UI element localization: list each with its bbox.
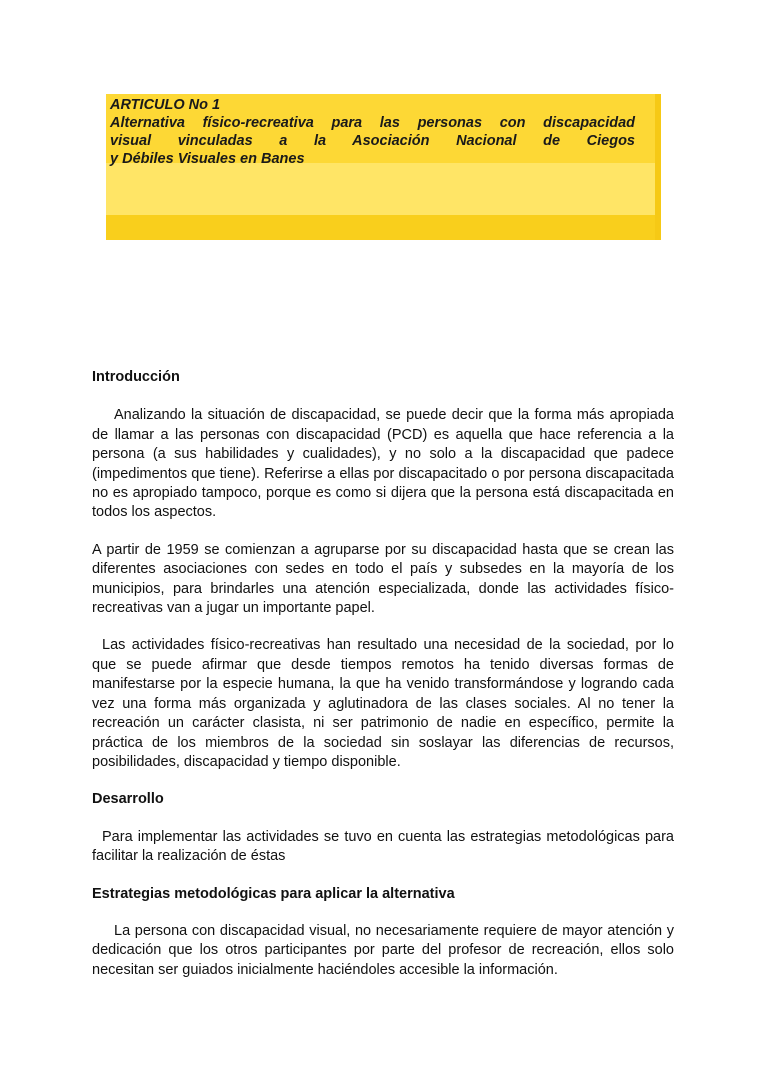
header-band-light bbox=[106, 163, 661, 215]
header-band-dark bbox=[106, 215, 661, 240]
strategies-paragraph-1: La persona con discapacidad visual, no necesariamente requiere de mayor atención y dedicación que los otros participantes por parte del profesor de recreación, ellos solo necesitan ser guiados inicialmente haciéndoles accesible la información. bbox=[92, 922, 674, 978]
article-title-line-1: Alternativa físico-recreativa para las personas con discapacidad bbox=[110, 115, 635, 131]
intro-paragraph-2: A partir de 1959 se comienzan a agruparse por su discapacidad hasta que se crean las diferentes asociaciones con sedes en todo el país y subsedes en la mayoría de los municipios, para brindarles una atención especializada, donde las actividades físico-recreativas van a jugar un importante papel. bbox=[92, 541, 674, 617]
development-paragraph-1: Para implementar las actividades se tuvo en cuenta las estrategias metodológicas para facilitar la realización de éstas bbox=[92, 828, 674, 865]
intro-heading: Introducción bbox=[92, 369, 180, 385]
intro-paragraph-1: Analizando la situación de discapacidad, se puede decir que la forma más apropiada de llamar a las personas con discapacidad (PCD) es aquella que hace referencia a la persona (a sus habilidades y cualidades), y no solo a la discapacidad que padece (impedimentos que tiene). Referirse a ellas por discapacitado o por persona discapacitada no es apropiado tampoco, porque es como si dijera que la persona está discapacitada en todos los aspectos. bbox=[92, 407, 674, 521]
article-title-line-3: y Débiles Visuales en Banes bbox=[110, 151, 305, 167]
development-heading: Desarrollo bbox=[92, 791, 164, 808]
article-header bbox=[110, 96, 635, 168]
article-label: ARTICULO No 1 bbox=[110, 97, 221, 113]
intro-paragraph-3: Las actividades físico-recreativas han resultado una necesidad de la sociedad, por lo que se puede afirmar que desde tiempos remotos ha tenido diversas formas de manifestarse por la especie humana, la que ha venido transformándose y logrando cada vez una forma más organizada y aglutinadora de las clases sociales. Al no tener la recreación un carácter clasista, ni ser patrimonio de nadie en específico, permite la práctica de los miembros de la sociedad sin soslayar las diferencias de recursos, posibilidades, discapacidad y tiempo disponible. bbox=[92, 637, 674, 770]
header-edge bbox=[655, 94, 661, 240]
strategies-heading: Estrategias metodológicas para aplicar la alternativa bbox=[92, 885, 455, 902]
article-title-line-2: visual vinculadas a la Asociación Nacional de Ciegos bbox=[110, 133, 635, 149]
article-body bbox=[92, 368, 674, 980]
